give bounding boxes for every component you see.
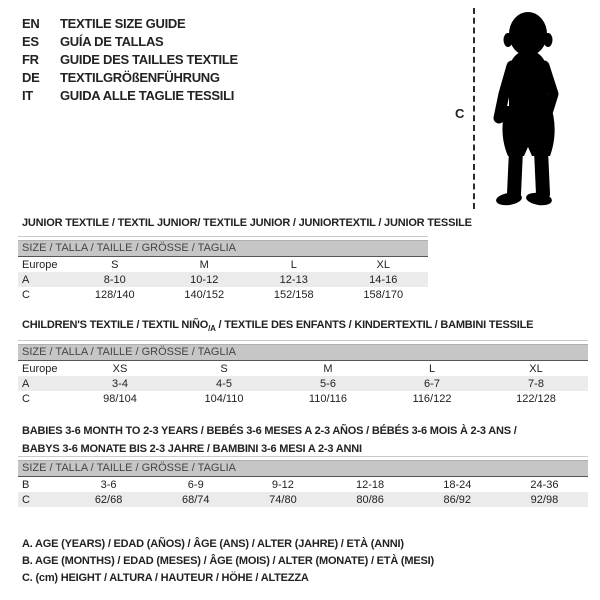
table-row-months [18, 477, 588, 492]
table-row-europe [18, 257, 428, 272]
row-label: Europe [22, 258, 58, 271]
table-cell: L [290, 258, 297, 271]
table-cell: 122/128 [516, 392, 556, 405]
table-cell: 158/170 [363, 288, 404, 301]
table-cell: M [323, 362, 333, 375]
title-line: BABYS 3-6 MONATE BIS 2-3 JAHRE / BAMBINI 3-6 MESI A 2-3 ANNI [22, 443, 362, 455]
title-subscript: /A [208, 324, 216, 334]
language-code: IT [22, 88, 33, 103]
table-top-rule [18, 340, 588, 341]
language-code: ES [22, 34, 39, 49]
table-cell: 68/74 [181, 493, 210, 506]
language-label: TEXTILGRÖßENFÜHRUNG [60, 70, 220, 85]
note-line-a: A. AGE (YEARS) / EDAD (AÑOS) / ÂGE (ANS) / ALTER (JAHRE) / ETÀ (ANNI) [22, 538, 404, 550]
note-line-b: B. AGE (MONTHS) / EDAD (MESES) / ÂGE (MOIS) / ALTER (MONATE) / ETÀ (MESI) [22, 555, 434, 567]
table-top-rule [18, 456, 588, 457]
table-cell: XL [376, 258, 390, 271]
language-label: GUIDA ALLE TAGLIE TESSILI [60, 88, 235, 103]
size-header-bar: SIZE / TALLA / TAILLE / GRÖSSE / TAGLIA [18, 460, 588, 477]
table-row-height [18, 391, 588, 406]
table-row-europe [18, 361, 588, 376]
title-text: / TEXTILE DES ENFANTS / KINDERTEXTIL / BAMBINI TESSILE [215, 319, 534, 331]
table-cell: S [111, 258, 119, 271]
table-cell: 98/104 [103, 392, 137, 405]
language-code: FR [22, 52, 39, 67]
table-cell: 8-10 [103, 273, 126, 286]
table-cell: 128/140 [94, 288, 135, 301]
table-cell: 12-18 [356, 478, 385, 491]
language-row [22, 69, 238, 87]
row-label: C [22, 493, 30, 506]
table-cell: 18-24 [443, 478, 472, 491]
table-cell: 74/80 [269, 493, 297, 506]
size-header-bar: SIZE / TALLA / TAILLE / GRÖSSE / TAGLIA [18, 344, 588, 361]
table-cell: 152/158 [273, 288, 314, 301]
language-label: TEXTILE SIZE GUIDE [60, 16, 186, 31]
table-babies [18, 456, 588, 507]
table-cell: S [220, 362, 228, 375]
table-cell: XS [112, 362, 128, 375]
table-row-age [18, 272, 428, 287]
table-cell: 86/92 [443, 493, 472, 506]
table-row-height [18, 287, 428, 302]
table-cell: 6-9 [187, 478, 204, 491]
title-text: CHILDREN'S TEXTILE / TEXTIL NIÑO [22, 319, 209, 331]
table-title-junior: JUNIOR TEXTILE / TEXTIL JUNIOR/ TEXTILE JUNIOR / JUNIORTEXTIL / JUNIOR TESSILE [22, 217, 472, 229]
row-label: A [22, 377, 30, 390]
language-label: GUÍA DE TALLAS [60, 34, 164, 49]
note-line-c: C. (cm) HEIGHT / ALTURA / HAUTEUR / HÖHE / ALTEZZA [22, 572, 309, 584]
language-code: DE [22, 70, 40, 85]
table-top-rule [18, 236, 428, 237]
row-label: A [22, 273, 30, 286]
title-line: BABIES 3-6 MONTH TO 2-3 YEARS / BEBÉS 3-6 MESES A 2-3 AÑOS / BÉBÉS 3-6 MOIS À 2-3 ANS / [22, 425, 517, 437]
table-title-children [22, 319, 533, 333]
table-cell: 62/68 [94, 493, 123, 506]
language-code: EN [22, 16, 40, 31]
table-children [18, 340, 588, 406]
table-cell: 3-6 [100, 478, 117, 491]
table-cell: 92/98 [530, 493, 559, 506]
table-cell: 12-13 [279, 273, 308, 286]
table-cell: 140/152 [184, 288, 225, 301]
table-row-height [18, 492, 588, 507]
table-cell: 9-12 [271, 478, 294, 491]
height-measure-dashed-line [473, 8, 475, 209]
row-label: C [22, 288, 30, 301]
table-junior [18, 236, 428, 302]
language-row [22, 15, 238, 33]
table-cell: M [199, 258, 209, 271]
measure-label-c: C [455, 106, 465, 121]
table-cell: 14-16 [369, 273, 398, 286]
language-list [22, 15, 238, 105]
table-cell: XL [529, 362, 543, 375]
table-cell: 3-4 [112, 377, 128, 390]
row-label: C [22, 392, 30, 405]
table-cell: 116/122 [412, 392, 452, 405]
size-header-bar: SIZE / TALLA / TAILLE / GRÖSSE / TAGLIA [18, 240, 428, 257]
legend-notes [22, 536, 434, 587]
table-title-babies [22, 422, 582, 458]
row-label: B [22, 478, 30, 491]
table-cell: 4-5 [216, 377, 232, 390]
language-row [22, 51, 238, 69]
table-cell: L [428, 362, 436, 375]
table-cell: 10-12 [190, 273, 219, 286]
table-cell: 24-36 [530, 478, 559, 491]
table-cell: 7-8 [528, 377, 544, 390]
table-cell: 104/110 [204, 392, 244, 405]
table-cell: 110/116 [308, 392, 348, 405]
table-row-age [18, 376, 588, 391]
table-cell: 5-6 [320, 377, 336, 390]
table-cell: 80/86 [356, 493, 384, 506]
row-label: Europe [22, 362, 58, 375]
table-cell: 6-7 [424, 377, 440, 390]
baby-silhouette [478, 10, 578, 208]
language-row [22, 33, 238, 51]
language-label: GUIDE DES TAILLES TEXTILE [60, 52, 238, 67]
language-row [22, 87, 238, 105]
